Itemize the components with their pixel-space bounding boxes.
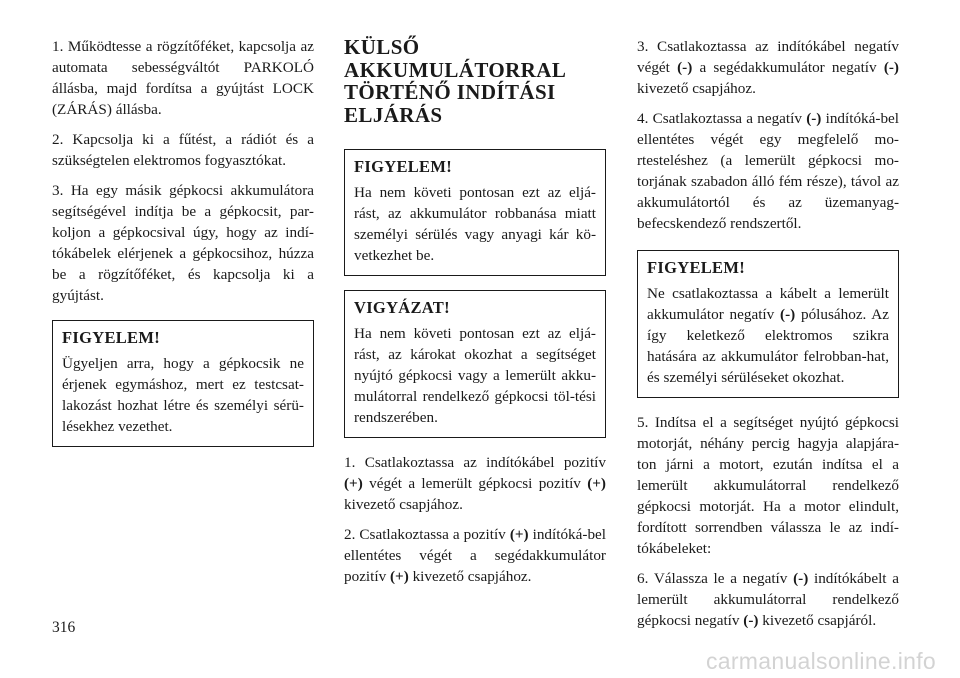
jump-step-4-text: 4. Csatlakoztassa a negatív (-) indítóká-bel ellentétes végét egy megfelelő mo-rtesteléshez (a lemerült gépkocsi mo-torjának szabadon álló fém része), távol az akkumulátortól és az üzemanyag-befecskendező rendszertől. [637, 110, 899, 232]
negative-symbol: (-) [806, 110, 822, 127]
caution-box-charging [344, 290, 606, 438]
positive-symbol: (+) [344, 475, 363, 492]
jump-step-6-text: 6. Válassza le a negatív (-) indítókábelt a lemerült akkumulátorral rendelkező gépkocsi negatív (-) kivezető csapjáról. [637, 570, 899, 629]
warning-text: Ha nem követi pontosan ezt az eljá-rást, az akkumulátor robbanása miatt személyi sérülés vagy anyagi kár kö-vetkezhet be. [354, 184, 596, 264]
negative-symbol: (-) [780, 306, 796, 323]
warning-box-spark [637, 250, 899, 398]
positive-symbol: (+) [587, 475, 606, 492]
positive-symbol: (+) [509, 526, 529, 543]
column-right [637, 36, 899, 640]
step-3-text: 3. Ha egy másik gépkocsi akkumulátora segítségével indítja be a gépkocsit, par-koljon a gépkocsival úgy, hogy az indí-tókábelek elérjenek a gépkocsihoz, húzza be a rögzítőféket, és kapcsolja ki a gyújtást. [52, 182, 314, 304]
warning-box-vehicles [52, 320, 314, 447]
negative-symbol: (-) [793, 570, 809, 587]
column-left [52, 36, 314, 461]
negative-symbol: (-) [743, 612, 759, 629]
warning-text: Ügyeljen arra, hogy a gépkocsik ne érjenek egymáshoz, mert ez testcsat-lakozást hozhat létre és személyi sérü-lésekhez vezethet. [62, 355, 304, 435]
jump-step-2-text: 2. Csatlakoztassa a pozitív (+) indítóká-bel ellentétes végét a segédakkumulátor pozitív (+) kivezető csapjához. [344, 526, 606, 585]
negative-symbol: (-) [883, 59, 899, 76]
warning-box-explosion [344, 149, 606, 276]
positive-symbol: (+) [389, 568, 409, 585]
caution-text: Ha nem követi pontosan ezt az eljá-rást, az károkat okozhat a segítséget nyújtó gépkocsi vagy a lemerült akku-mulátorral rendelkező gépkocsi töl-tési rendszerében. [354, 325, 596, 426]
warning-text: Ne csatlakoztassa a kábelt a lemerült akkumulátor negatív (-) pólusához. Az így keletkező elektromos szikra hatására az akkumulátor felrobban-hat, és személyi sérüléseket okozhat. [647, 285, 889, 386]
page-number: 316 [52, 619, 76, 636]
warning-title: FIGYELEM! [354, 157, 453, 176]
step-1-text: 1. Működtesse a rögzítőféket, kapcsolja az automata sebességváltót PARKOLÓ állásba, majd fordítsa a gyújtást LOCK (ZÁRÁS) állásba. [52, 38, 314, 118]
watermark: carmanualsonline.info [705, 648, 936, 674]
caution-title: VIGYÁZAT! [354, 298, 450, 317]
jump-step-1-text: 1. Csatlakoztassa az indítókábel pozitív (+) végét a lemerült gépkocsi pozitív (+) kivezető csapjához. [344, 454, 606, 513]
column-middle [344, 36, 606, 596]
warning-title: FIGYELEM! [647, 258, 746, 277]
jump-step-5-text: 5. Indítsa el a segítséget nyújtó gépkocsi motorját, néhány percig hagyja alapjára-ton járni a motort, ezután indítsa el a lemerült akkumulátorral rendelkező gépkocsi motorját. Ha a motor elindult, fordított sorrendben válassza le az indí-tókábeleket: [637, 414, 899, 557]
warning-title: FIGYELEM! [62, 328, 161, 347]
section-heading: KÜLSŐ AKKUMULÁTORRAL TÖRTÉNŐ INDÍTÁSI ELJÁRÁS [344, 35, 566, 127]
negative-symbol: (-) [677, 59, 693, 76]
step-2-text: 2. Kapcsolja ki a fűtést, a rádiót és a szükségtelen elektromos fogyasztókat. [52, 131, 314, 169]
jump-step-3-text: 3. Csatlakoztassa az indítókábel negatív végét (-) a segédakkumulátor negatív (-) kivezető csapjához. [637, 38, 899, 97]
